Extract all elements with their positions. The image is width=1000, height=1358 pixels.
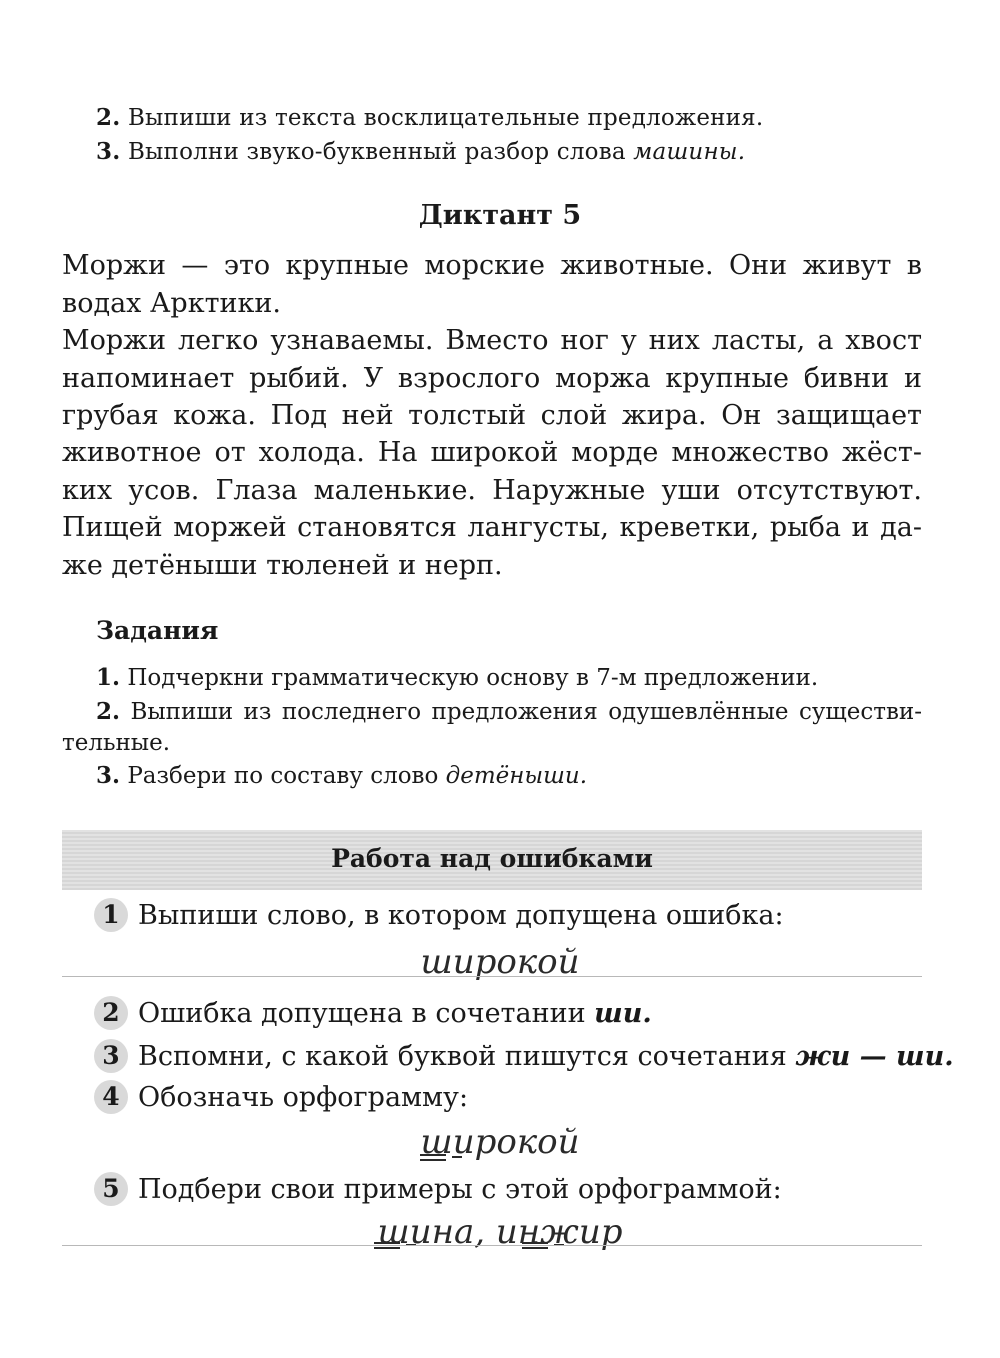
task-item-continuation: тельные. bbox=[62, 730, 171, 756]
task-item: 3. Разбери по составу слово детёныши. bbox=[96, 762, 588, 789]
dictation-line: ких усов. Глаза маленькие. Наружные уши отсутствуют. bbox=[62, 475, 922, 506]
dictation-line: Моржи легко узнаваемы. Вместо ног у них ласты, а хвост bbox=[62, 325, 922, 356]
step-5: 5 Подбери свои примеры с этой орфограммой: bbox=[96, 1172, 782, 1206]
step-number-badge: 4 bbox=[94, 1080, 128, 1114]
step-number-badge: 3 bbox=[94, 1039, 128, 1073]
dictation-line: Моржи — это крупные морские животные. Они живут в bbox=[62, 250, 922, 281]
dictation-line: напоминает рыбий. У взрослого моржа крупные бивни и bbox=[62, 363, 922, 394]
step-1: 1 Выпиши слово, в котором допущена ошибка: bbox=[96, 898, 784, 932]
step-2: 2 Ошибка допущена в сочетании ши. bbox=[96, 996, 652, 1030]
handwritten-answer-3: шина, инжир bbox=[377, 1212, 623, 1252]
dictation-line: же детёныши тюленей и нерп. bbox=[62, 550, 503, 581]
handwritten-answer-1: широкой bbox=[420, 942, 580, 982]
orthogram-underline-mark bbox=[372, 1240, 612, 1254]
step-number-badge: 1 bbox=[94, 898, 128, 932]
task-item: 1. Подчеркни грамматическую основу в 7-м предложении. bbox=[96, 664, 819, 691]
dictation-line: животное от холода. На широкой морде множество жёст- bbox=[62, 437, 922, 468]
dictation-title: Диктант 5 bbox=[418, 200, 582, 231]
errors-title: Работа над ошибками bbox=[331, 844, 653, 873]
dictation-line: грубая кожа. Под ней толстый слой жира. Он защищает bbox=[62, 400, 922, 431]
step-4: 4 Обозначь орфограмму: bbox=[96, 1080, 468, 1114]
writing-line bbox=[62, 1245, 922, 1246]
task-item: 2. Выпиши из последнего предложения одушевлённые существи- bbox=[96, 698, 923, 725]
errors-banner bbox=[62, 830, 922, 890]
writing-line bbox=[62, 976, 922, 977]
dictation-line: Пищей моржей становятся лангусты, креветки, рыба и да- bbox=[62, 512, 922, 543]
dictation-line: водах Арктики. bbox=[62, 288, 281, 319]
tasks-heading: Задания bbox=[96, 616, 219, 645]
step-number-badge: 5 bbox=[94, 1172, 128, 1206]
step-3: 3 Вспомни, с какой буквой пишутся сочетания жи — ши. bbox=[96, 1039, 954, 1073]
top-task-2: 2. Выпиши из текста восклицательные предложения. bbox=[96, 104, 764, 131]
handwritten-answer-2: широкой bbox=[420, 1122, 580, 1162]
orthogram-underline-mark bbox=[418, 1152, 468, 1166]
top-task-3: 3. Выполни звуко-буквенный разбор слова машины. bbox=[96, 138, 746, 165]
step-number-badge: 2 bbox=[94, 996, 128, 1030]
